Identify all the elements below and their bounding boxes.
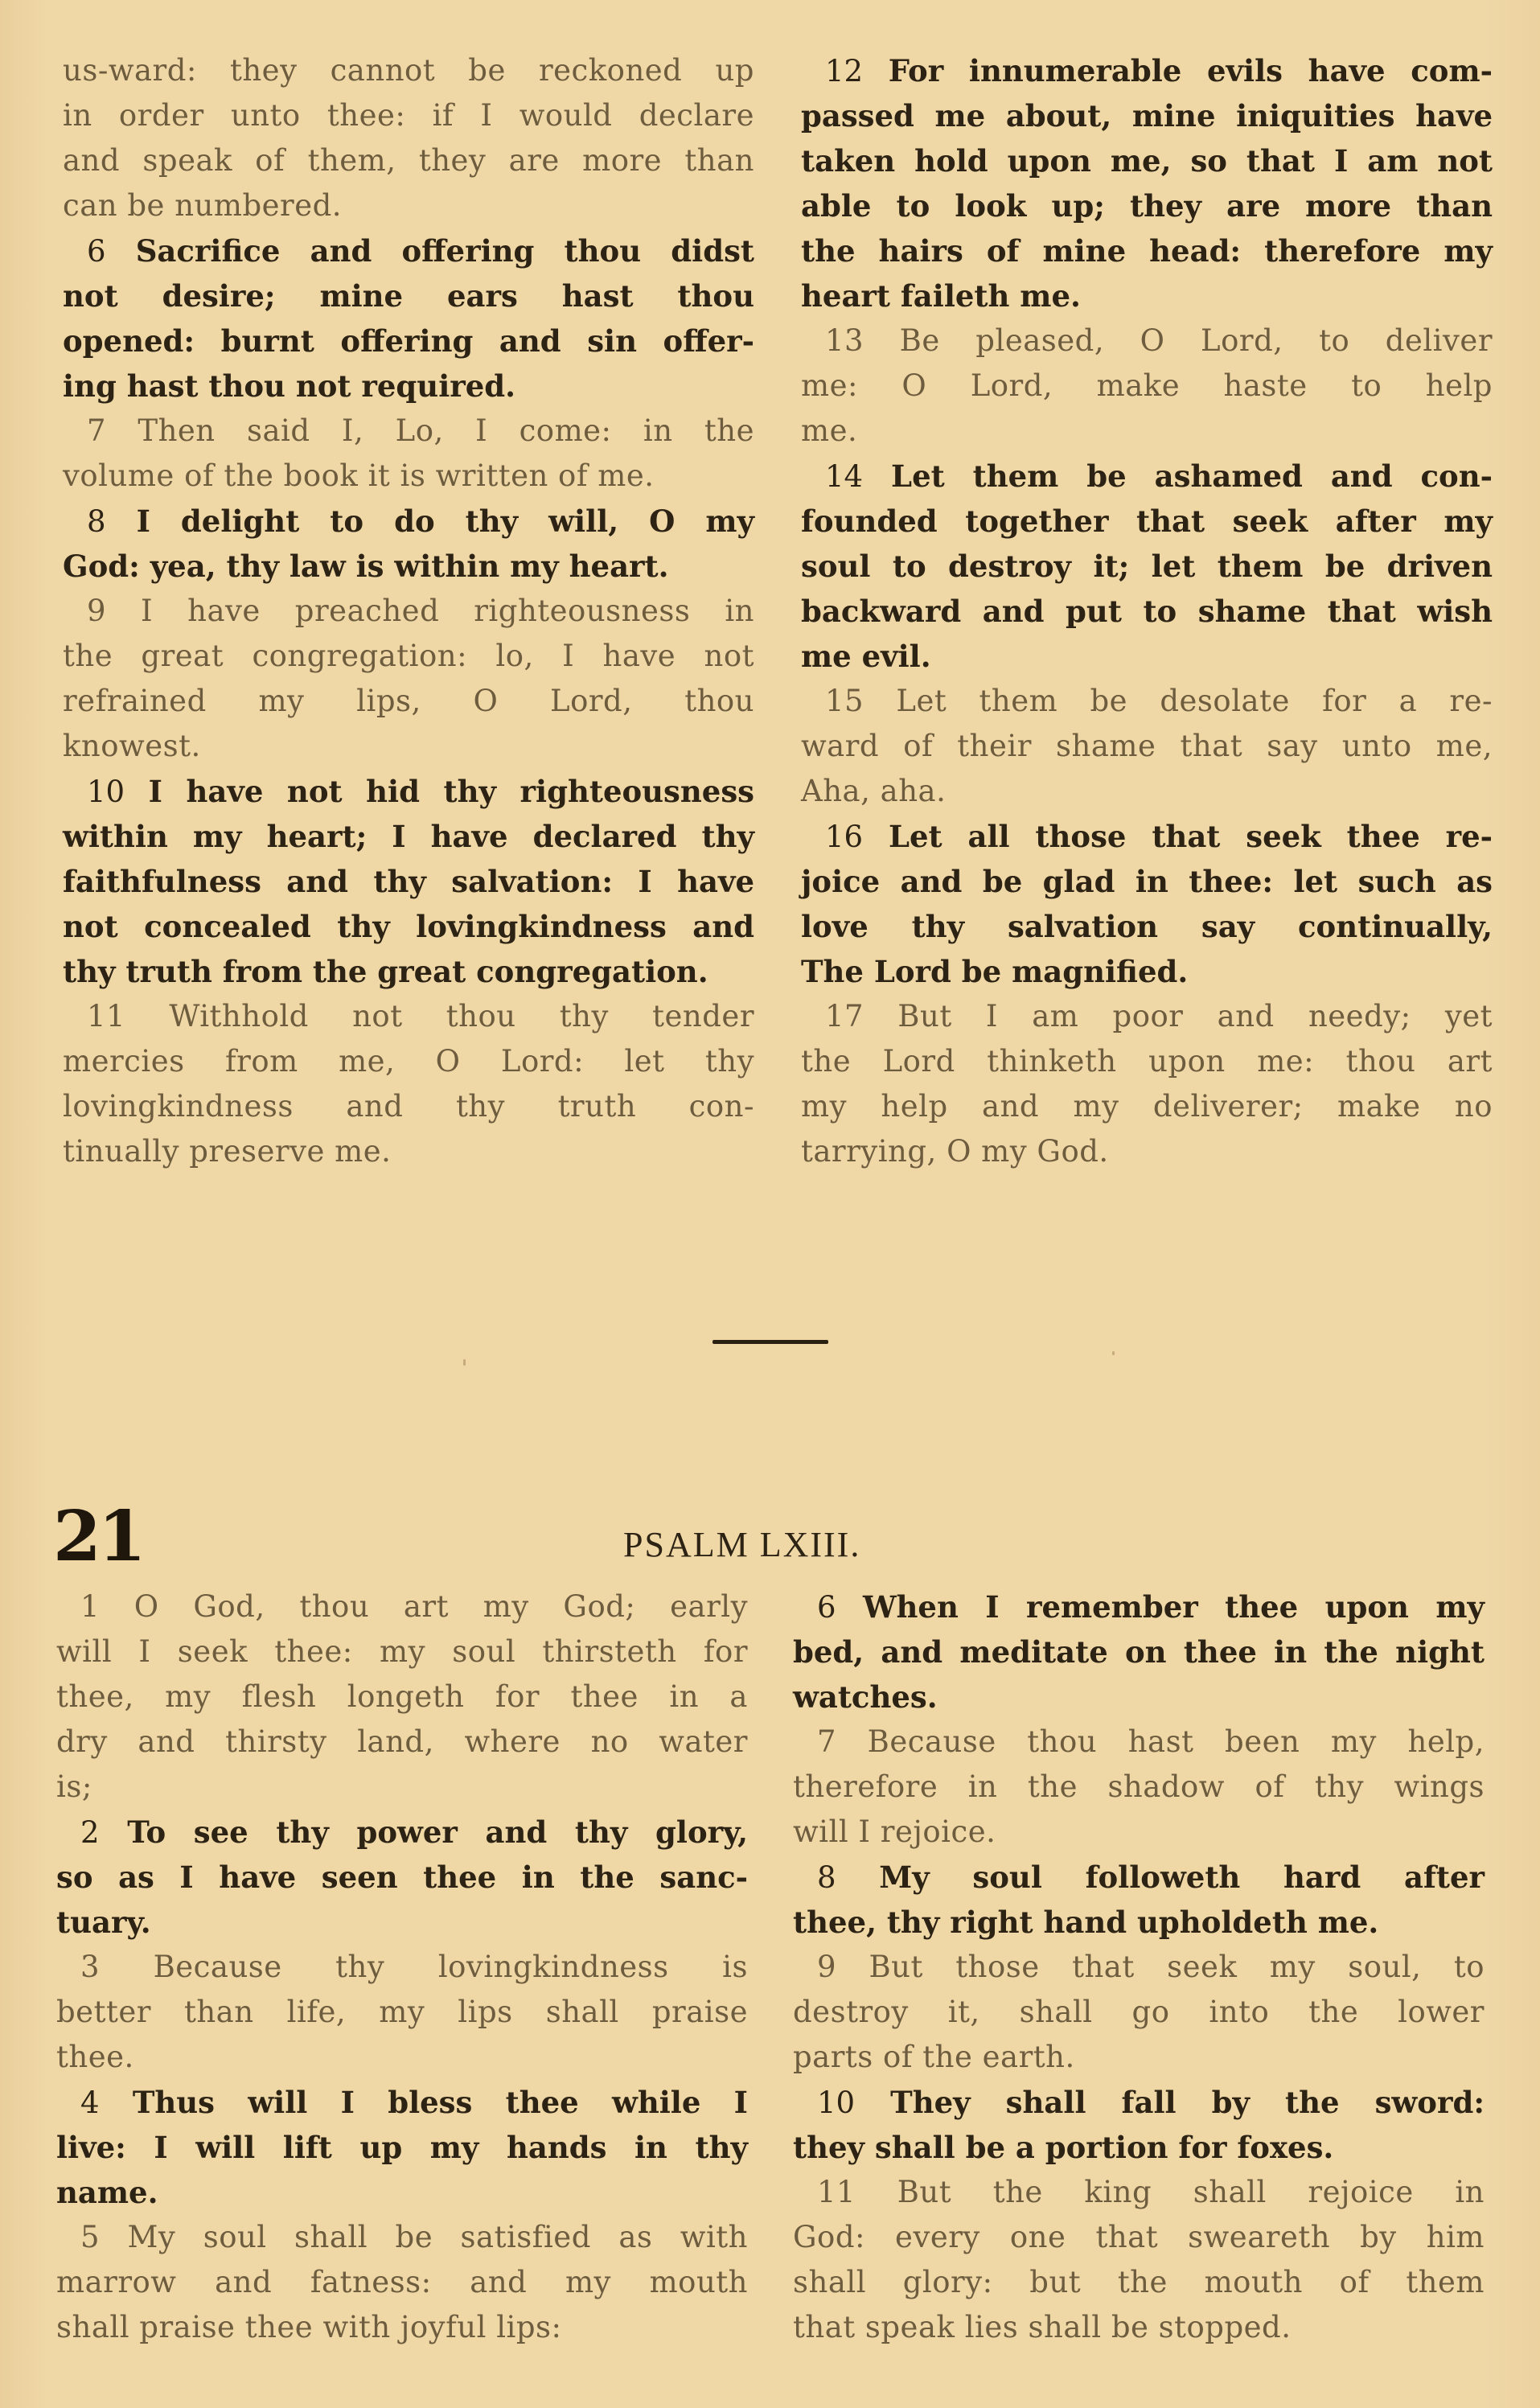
verse-text: me evil. bbox=[801, 639, 931, 674]
verse-text: me: O Lord, make haste to help bbox=[801, 368, 1493, 403]
verse-line bbox=[793, 1675, 1485, 1720]
verse-text: the great congregation: lo, I have not bbox=[63, 639, 754, 673]
verse-line bbox=[56, 1900, 748, 1945]
verse-line bbox=[801, 814, 1493, 859]
verse-text: marrow and fatness: and my mouth bbox=[56, 2265, 748, 2299]
verse-line bbox=[56, 1990, 748, 2035]
verse bbox=[793, 1945, 1485, 2080]
verse-text: bed, and meditate on thee in the night bbox=[793, 1634, 1485, 1670]
verse-line bbox=[63, 1084, 754, 1129]
verse bbox=[801, 994, 1493, 1174]
verse bbox=[56, 1810, 748, 1945]
verse-text: Let them be desolate for a re- bbox=[896, 684, 1493, 718]
verse-line bbox=[63, 228, 754, 273]
verse-text: that speak lies shall be stopped. bbox=[793, 2310, 1292, 2344]
verse-text: God: yea, thy law is within my heart. bbox=[63, 549, 669, 584]
verse-line bbox=[801, 994, 1493, 1039]
top-right-column bbox=[801, 48, 1493, 1174]
verse-line bbox=[63, 634, 754, 679]
verse-text: Sacrifice and offering thou didst bbox=[135, 233, 754, 269]
verse-text: O God, thou art my God; early bbox=[133, 1589, 749, 1624]
verse-number: 9 bbox=[87, 594, 107, 628]
verse-line bbox=[63, 138, 754, 183]
verse-line bbox=[801, 93, 1493, 138]
verse bbox=[801, 318, 1493, 454]
verse-line bbox=[801, 679, 1493, 724]
verse-line bbox=[801, 1129, 1493, 1174]
verse-line bbox=[801, 364, 1493, 409]
verse bbox=[56, 1584, 748, 1810]
verse-line bbox=[801, 183, 1493, 228]
verse-number: 3 bbox=[80, 1950, 101, 1984]
verse-text: thee, thy right hand upholdeth me. bbox=[793, 1905, 1379, 1940]
verse-line bbox=[56, 2170, 748, 2215]
verse-line bbox=[801, 724, 1493, 769]
verse-text: not concealed thy lovingkindness and bbox=[63, 909, 754, 944]
verse bbox=[56, 2215, 748, 2350]
verse-text: thy truth from the great congregation. bbox=[63, 954, 708, 989]
verse-text: therefore in the shadow of thy wings bbox=[793, 1769, 1485, 1804]
psalm-title: PSALM LXIII. bbox=[623, 1525, 861, 1564]
verse bbox=[793, 1584, 1485, 1720]
verse-line bbox=[56, 1810, 748, 1855]
verse-text: But I am poor and needy; yet bbox=[897, 999, 1493, 1033]
verse-number: 6 bbox=[817, 1590, 836, 1625]
verse-line bbox=[801, 499, 1493, 544]
verse-line bbox=[63, 364, 754, 409]
verse-line bbox=[63, 183, 754, 228]
section-divider-rule bbox=[713, 1340, 828, 1344]
verse bbox=[793, 1855, 1485, 1945]
verse bbox=[63, 499, 754, 589]
verse-text: thee. bbox=[56, 2040, 134, 2074]
verse-line bbox=[801, 409, 1493, 454]
verse-text: Aha, aha. bbox=[801, 774, 947, 808]
verse-text: and speak of them, they are more than bbox=[63, 143, 754, 178]
verse-line bbox=[56, 1675, 748, 1720]
verse-text: But those that seek my soul, to bbox=[869, 1950, 1485, 1984]
verse-text: The Lord be magnified. bbox=[801, 954, 1189, 989]
verse-text: God: every one that sweareth by him bbox=[793, 2220, 1485, 2254]
verse bbox=[63, 48, 754, 228]
verse-text: Let all those that seek thee re- bbox=[888, 819, 1493, 854]
verse-text: passed me about, mine iniquities have bbox=[801, 98, 1493, 134]
verse-line bbox=[801, 769, 1493, 814]
verse-line bbox=[801, 138, 1493, 183]
verse-line bbox=[63, 724, 754, 769]
verse-text: parts of the earth. bbox=[793, 2040, 1075, 2074]
verse-line bbox=[801, 949, 1493, 994]
verse-line bbox=[63, 1039, 754, 1084]
verse-number: 9 bbox=[817, 1950, 837, 1984]
verse-text: my help and my deliverer; make no bbox=[801, 1089, 1493, 1124]
verse bbox=[801, 454, 1493, 679]
bottom-left-column bbox=[56, 1584, 748, 2350]
verse-text: My soul shall be satisfied as with bbox=[127, 2220, 748, 2254]
verse-number: 10 bbox=[817, 2085, 856, 2120]
verse-text: backward and put to shame that wish bbox=[801, 594, 1493, 629]
bottom-right-column bbox=[793, 1584, 1485, 2350]
verse-text: can be numbered. bbox=[63, 188, 343, 223]
verse bbox=[63, 409, 754, 499]
verse-line bbox=[793, 1900, 1485, 1945]
verse-text: thee, my flesh longeth for thee in a bbox=[56, 1679, 748, 1714]
verse-line bbox=[63, 273, 754, 318]
verse-line bbox=[63, 814, 754, 859]
verse bbox=[793, 1720, 1485, 1855]
verse-line bbox=[56, 1945, 748, 1990]
verse-line bbox=[63, 93, 754, 138]
verse-line bbox=[793, 1990, 1485, 2035]
verse-line bbox=[793, 1810, 1485, 1855]
verse-number: 11 bbox=[87, 999, 126, 1033]
verse-text: Because thou hast been my help, bbox=[867, 1724, 1485, 1759]
verse-text: shall praise thee with joyful lips: bbox=[56, 2310, 562, 2344]
verse-line bbox=[801, 228, 1493, 273]
verse-line bbox=[801, 589, 1493, 634]
verse-text: refrained my lips, O Lord, thou bbox=[63, 684, 754, 718]
verse-line bbox=[63, 859, 754, 904]
verse-text: me. bbox=[801, 413, 858, 448]
verse-text: My soul followeth hard after bbox=[879, 1859, 1485, 1895]
verse-line bbox=[63, 1129, 754, 1174]
verse-text: heart faileth me. bbox=[801, 278, 1081, 314]
verse-line bbox=[793, 2215, 1485, 2260]
verse-line bbox=[56, 2035, 748, 2080]
verse-text: I have not hid thy righteousness bbox=[148, 774, 754, 809]
verse-line bbox=[801, 1084, 1493, 1129]
verse-line bbox=[801, 48, 1493, 93]
verse-line bbox=[793, 2125, 1485, 2170]
verse-text: so as I have seen thee in the sanc- bbox=[56, 1859, 748, 1895]
verse-text: volume of the book it is written of me. bbox=[63, 458, 655, 493]
verse-line bbox=[801, 1039, 1493, 1084]
verse-line bbox=[63, 318, 754, 364]
verse-text: Because thy lovingkindness is bbox=[153, 1950, 748, 1984]
verse-number: 8 bbox=[87, 504, 106, 539]
verse-text: us-ward: they cannot be reckoned up bbox=[63, 53, 754, 88]
verse-number: 12 bbox=[825, 54, 864, 88]
verse bbox=[801, 814, 1493, 994]
verse-line bbox=[793, 2260, 1485, 2305]
verse bbox=[801, 48, 1493, 318]
verse-line bbox=[793, 2035, 1485, 2080]
verse-line bbox=[63, 409, 754, 454]
verse-text: But the king shall rejoice in bbox=[897, 2175, 1485, 2209]
verse-line bbox=[63, 904, 754, 949]
paper-speck bbox=[463, 1359, 466, 1366]
verse-text: Let them be ashamed and con- bbox=[891, 458, 1493, 494]
verse-text: For innumerable evils have com- bbox=[888, 53, 1493, 88]
verse-text: destroy it, shall go into the lower bbox=[793, 1995, 1485, 2029]
verse-number: 7 bbox=[87, 413, 107, 448]
verse bbox=[63, 994, 754, 1174]
hymn-number: 21 bbox=[53, 1496, 143, 1577]
verse-number: 11 bbox=[817, 2175, 856, 2209]
verse-text: will I seek thee: my soul thirsteth for bbox=[56, 1634, 748, 1669]
verse-line bbox=[801, 318, 1493, 364]
verse-text: lovingkindness and thy truth con- bbox=[63, 1089, 754, 1124]
verse-text: name. bbox=[56, 2175, 158, 2210]
verse-number: 1 bbox=[80, 1589, 101, 1624]
verse-line bbox=[56, 2125, 748, 2170]
verse-number: 14 bbox=[825, 459, 864, 494]
verse-text: taken hold upon me, so that I am not bbox=[801, 143, 1493, 179]
verse-line bbox=[793, 2305, 1485, 2350]
verse-line bbox=[63, 589, 754, 634]
verse-line bbox=[63, 769, 754, 814]
verse-line bbox=[793, 1855, 1485, 1900]
verse-text: Thus will I bless thee while I bbox=[132, 2085, 748, 2120]
verse-text: live: I will lift up my hands in thy bbox=[56, 2130, 748, 2165]
verse-text: ward of their shame that say unto me, bbox=[801, 729, 1493, 763]
verse-text: I have preached righteousness in bbox=[141, 594, 754, 628]
verse-line bbox=[801, 454, 1493, 499]
verse-text: knowest. bbox=[63, 729, 201, 763]
verse-line bbox=[793, 2080, 1485, 2125]
verse bbox=[801, 679, 1493, 814]
verse-line bbox=[63, 499, 754, 544]
verse-text: the hairs of mine head: therefore my bbox=[801, 233, 1493, 269]
verse-line bbox=[56, 1720, 748, 1765]
verse-text: will I rejoice. bbox=[793, 1814, 996, 1849]
verse-number: 17 bbox=[825, 999, 864, 1033]
verse-text: opened: burnt offering and sin offer- bbox=[63, 323, 754, 359]
verse-number: 5 bbox=[80, 2220, 101, 2254]
verse-number: 8 bbox=[817, 1860, 836, 1895]
verse-text: in order unto thee: if I would declare bbox=[63, 98, 754, 133]
verse-line bbox=[56, 1584, 748, 1629]
verse-line bbox=[56, 1855, 748, 1900]
verse-text: watches. bbox=[793, 1679, 938, 1715]
verse-text: When I remember thee upon my bbox=[862, 1589, 1485, 1625]
verse-text: Then said I, Lo, I come: in the bbox=[138, 413, 754, 448]
paper-speck bbox=[1112, 1351, 1115, 1355]
verse-text: joice and be glad in thee: let such as bbox=[801, 864, 1493, 899]
verse-line bbox=[801, 273, 1493, 318]
verse-line bbox=[801, 634, 1493, 679]
verse-line bbox=[793, 1720, 1485, 1765]
verse-number: 6 bbox=[87, 234, 106, 269]
verse-line bbox=[801, 544, 1493, 589]
verse bbox=[63, 589, 754, 769]
verse-line bbox=[793, 1584, 1485, 1629]
verse-number: 10 bbox=[87, 775, 125, 809]
verse-text: better than life, my lips shall praise bbox=[56, 1995, 748, 2029]
verse bbox=[56, 2080, 748, 2215]
verse-text: To see thy power and thy glory, bbox=[127, 1814, 748, 1850]
verse-text: Withhold not thou thy tender bbox=[169, 999, 755, 1033]
verse-number: 7 bbox=[817, 1724, 837, 1759]
verse-text: ing hast thou not required. bbox=[63, 368, 516, 404]
verse-line bbox=[56, 2260, 748, 2305]
verse-text: not desire; mine ears hast thou bbox=[63, 278, 754, 314]
verse-text: They shall fall by the sword: bbox=[890, 2085, 1485, 2120]
verse-line bbox=[63, 994, 754, 1039]
verse-line bbox=[56, 1629, 748, 1675]
top-left-column bbox=[63, 48, 754, 1174]
verse-text: faithfulness and thy salvation: I have bbox=[63, 864, 754, 899]
verse-line bbox=[63, 48, 754, 93]
verse bbox=[793, 2170, 1485, 2350]
verse-text: the Lord thinketh upon me: thou art bbox=[801, 1044, 1493, 1079]
verse-text: Be pleased, O Lord, to deliver bbox=[899, 323, 1493, 358]
verse-text: tarrying, O my God. bbox=[801, 1134, 1109, 1169]
verse-line bbox=[63, 454, 754, 499]
verse-text: dry and thirsty land, where no water bbox=[56, 1724, 748, 1759]
verse-line bbox=[793, 1765, 1485, 1810]
verse-line bbox=[56, 2305, 748, 2350]
verse-line bbox=[801, 904, 1493, 949]
verse-text: soul to destroy it; let them be driven bbox=[801, 549, 1493, 584]
verse-text: founded together that seek after my bbox=[801, 503, 1493, 539]
verse-text: able to look up; they are more than bbox=[801, 188, 1493, 224]
verse-number: 16 bbox=[825, 820, 864, 854]
verse-text: mercies from me, O Lord: let thy bbox=[63, 1044, 754, 1079]
verse-line bbox=[793, 1629, 1485, 1675]
verse-line bbox=[801, 859, 1493, 904]
verse bbox=[793, 2080, 1485, 2170]
verse-line bbox=[56, 1765, 748, 1810]
verse bbox=[56, 1945, 748, 2080]
verse-text: tinually preserve me. bbox=[63, 1134, 392, 1169]
verse-number: 13 bbox=[825, 323, 864, 358]
verse-line bbox=[793, 2170, 1485, 2215]
verse bbox=[63, 769, 754, 994]
verse-text: I delight to do thy will, O my bbox=[136, 503, 755, 539]
verse-line bbox=[56, 2080, 748, 2125]
verse-line bbox=[793, 1945, 1485, 1990]
verse-number: 4 bbox=[80, 2085, 100, 2120]
verse bbox=[63, 228, 754, 409]
verse-text: love thy salvation say continually, bbox=[801, 909, 1493, 944]
verse-line bbox=[63, 679, 754, 724]
verse-number: 2 bbox=[80, 1815, 100, 1850]
verse-line bbox=[56, 2215, 748, 2260]
verse-text: shall glory: but the mouth of them bbox=[793, 2265, 1485, 2299]
verse-text: tuary. bbox=[56, 1905, 151, 1940]
verse-text: within my heart; I have declared thy bbox=[63, 819, 754, 854]
verse-number: 15 bbox=[825, 684, 864, 718]
verse-text: they shall be a portion for foxes. bbox=[793, 2130, 1334, 2165]
verse-line bbox=[63, 544, 754, 589]
verse-line bbox=[63, 949, 754, 994]
verse-text: is; bbox=[56, 1769, 92, 1804]
